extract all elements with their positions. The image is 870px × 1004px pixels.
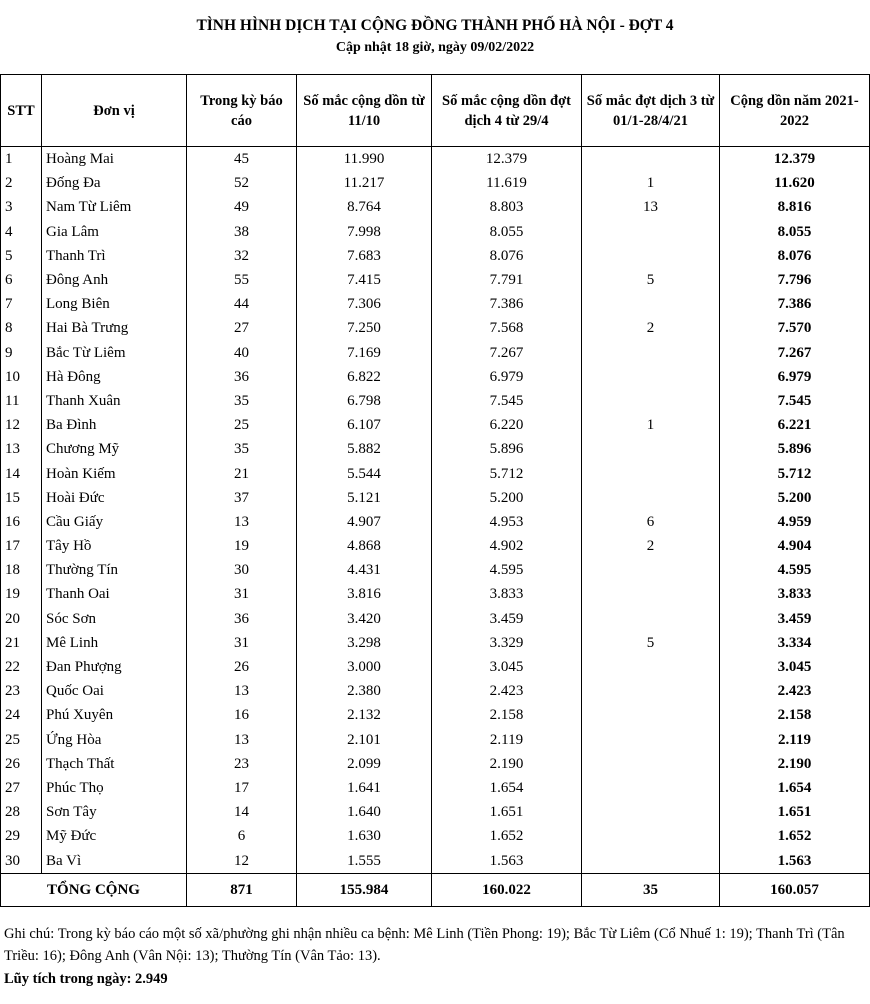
cell-total: 1.654 [720,776,870,800]
total-since-1110: 155.984 [297,873,432,906]
cell-period: 26 [187,655,297,679]
cell-wave4: 12.379 [432,147,582,172]
cell-total: 1.652 [720,824,870,848]
cell-stt: 22 [1,655,42,679]
cell-unit: Phúc Thọ [42,776,187,800]
cell-stt: 14 [1,461,42,485]
cell-unit: Đống Đa [42,171,187,195]
table-row [1,631,870,655]
cell-total: 3.833 [720,582,870,606]
cell-total: 7.386 [720,292,870,316]
cell-wave3 [582,558,720,582]
cell-stt: 21 [1,631,42,655]
cell-total: 3.334 [720,631,870,655]
cell-since-1110: 2.132 [297,703,432,727]
cell-wave3 [582,365,720,389]
cell-since-1110: 3.000 [297,655,432,679]
cell-wave3 [582,607,720,631]
cell-unit: Cầu Giấy [42,510,187,534]
cell-since-1110: 7.169 [297,341,432,365]
cell-unit: Hoàn Kiếm [42,461,187,485]
cell-wave4: 1.651 [432,800,582,824]
cell-wave4: 7.386 [432,292,582,316]
cell-period: 17 [187,776,297,800]
cell-wave4: 7.568 [432,316,582,340]
cell-wave4: 3.045 [432,655,582,679]
cell-stt: 7 [1,292,42,316]
cell-period: 55 [187,268,297,292]
table-row [1,244,870,268]
table-row [1,316,870,340]
cell-period: 52 [187,171,297,195]
cell-wave4: 7.267 [432,341,582,365]
cell-since-1110: 5.882 [297,437,432,461]
cell-unit: Mỹ Đức [42,824,187,848]
table-row [1,268,870,292]
cell-wave3 [582,147,720,172]
cell-stt: 28 [1,800,42,824]
cell-unit: Thường Tín [42,558,187,582]
cell-since-1110: 7.306 [297,292,432,316]
cell-unit: Đông Anh [42,268,187,292]
cell-total: 2.119 [720,728,870,752]
cell-stt: 26 [1,752,42,776]
cell-total: 7.570 [720,316,870,340]
table-row [1,848,870,873]
cell-stt: 25 [1,728,42,752]
table-row [1,341,870,365]
cell-since-1110: 4.868 [297,534,432,558]
table-row [1,461,870,485]
cell-stt: 29 [1,824,42,848]
cell-since-1110: 6.798 [297,389,432,413]
table-row [1,776,870,800]
cell-period: 31 [187,582,297,606]
cell-stt: 11 [1,389,42,413]
table-row [1,389,870,413]
cell-total: 5.896 [720,437,870,461]
header-since-1110: Số mắc cộng dồn từ 11/10 [297,75,432,147]
cell-since-1110: 2.101 [297,728,432,752]
cell-period: 27 [187,316,297,340]
cell-stt: 17 [1,534,42,558]
cumulative-today: Lũy tích trong ngày: 2.949 [4,971,168,987]
table-row [1,510,870,534]
cell-wave3 [582,752,720,776]
cell-period: 14 [187,800,297,824]
cell-wave3 [582,679,720,703]
table-row [1,800,870,824]
cell-stt: 23 [1,679,42,703]
table-row [1,679,870,703]
cell-since-1110: 4.907 [297,510,432,534]
cell-wave3 [582,582,720,606]
cell-since-1110: 1.555 [297,848,432,873]
cell-total: 12.379 [720,147,870,172]
cell-stt: 10 [1,365,42,389]
total-year: 160.057 [720,873,870,906]
cell-since-1110: 11.217 [297,171,432,195]
cell-since-1110: 3.816 [297,582,432,606]
table-row [1,147,870,172]
cell-total: 1.563 [720,848,870,873]
table-row [1,824,870,848]
cell-wave3: 5 [582,631,720,655]
cell-wave3 [582,244,720,268]
cell-total: 5.200 [720,486,870,510]
cell-period: 21 [187,461,297,485]
cell-wave3 [582,824,720,848]
table-row [1,220,870,244]
cell-stt: 3 [1,195,42,219]
cell-unit: Long Biên [42,292,187,316]
cell-unit: Hà Đông [42,365,187,389]
cell-unit: Ba Vì [42,848,187,873]
cell-since-1110: 3.420 [297,607,432,631]
total-wave4: 160.022 [432,873,582,906]
table-row [1,655,870,679]
cell-wave4: 1.563 [432,848,582,873]
cell-total: 7.796 [720,268,870,292]
cell-since-1110: 8.764 [297,195,432,219]
cell-wave4: 6.220 [432,413,582,437]
cell-since-1110: 1.641 [297,776,432,800]
report-title: TÌNH HÌNH DỊCH TẠI CỘNG ĐỒNG THÀNH PHỐ HÀ NỘI - ĐỢT 4 [196,17,674,34]
cell-stt: 20 [1,607,42,631]
cell-unit: Quốc Oai [42,679,187,703]
cell-since-1110: 1.640 [297,800,432,824]
cell-stt: 30 [1,848,42,873]
cell-wave4: 4.953 [432,510,582,534]
cell-wave3 [582,655,720,679]
cell-period: 36 [187,365,297,389]
header-period: Trong kỳ báo cáo [187,75,297,147]
cell-period: 23 [187,752,297,776]
cell-total: 4.904 [720,534,870,558]
cell-wave3 [582,486,720,510]
cell-period: 6 [187,824,297,848]
cell-wave3: 1 [582,171,720,195]
cell-stt: 2 [1,171,42,195]
cell-total: 3.459 [720,607,870,631]
cell-since-1110: 7.998 [297,220,432,244]
cell-unit: Ba Đình [42,413,187,437]
cell-period: 38 [187,220,297,244]
cell-total: 4.959 [720,510,870,534]
cell-wave3: 1 [582,413,720,437]
cell-wave4: 7.791 [432,268,582,292]
cell-wave3 [582,341,720,365]
cell-wave4: 8.803 [432,195,582,219]
table-row [1,728,870,752]
table-row [1,534,870,558]
cell-period: 40 [187,341,297,365]
cell-since-1110: 6.822 [297,365,432,389]
table-row [1,582,870,606]
cell-since-1110: 2.099 [297,752,432,776]
cell-wave3 [582,389,720,413]
cell-wave4: 4.595 [432,558,582,582]
cell-stt: 24 [1,703,42,727]
cell-period: 16 [187,703,297,727]
cell-unit: Chương Mỹ [42,437,187,461]
cell-wave3 [582,437,720,461]
total-label: TỔNG CỘNG [1,873,187,906]
cell-total: 4.595 [720,558,870,582]
cell-wave3 [582,848,720,873]
cell-period: 13 [187,679,297,703]
cell-since-1110: 2.380 [297,679,432,703]
cell-wave3: 2 [582,316,720,340]
table-row [1,171,870,195]
footnote: Ghi chú: Trong kỳ báo cáo một số xã/phường ghi nhận nhiều ca bệnh: Mê Linh (Tiền Phong: 19); Bắc Từ Liêm (Cổ Nhuế 1: 19); Thanh Trì (Tân Triều: 16); Đông Anh (Vân Nội: 13); Thường Tín (Vân Tảo: 13). [4,926,845,964]
cell-wave4: 2.423 [432,679,582,703]
cell-period: 35 [187,437,297,461]
cell-total: 8.076 [720,244,870,268]
cell-since-1110: 3.298 [297,631,432,655]
cell-unit: Hoàng Mai [42,147,187,172]
cell-wave3 [582,292,720,316]
cell-unit: Thanh Xuân [42,389,187,413]
cell-wave3 [582,800,720,824]
table-row [1,292,870,316]
cell-total: 1.651 [720,800,870,824]
cell-since-1110: 11.990 [297,147,432,172]
cell-wave4: 6.979 [432,365,582,389]
cell-since-1110: 6.107 [297,413,432,437]
cell-unit: Thanh Trì [42,244,187,268]
cell-wave4: 5.712 [432,461,582,485]
cell-wave3 [582,461,720,485]
cell-wave3: 13 [582,195,720,219]
cell-wave4: 1.654 [432,776,582,800]
cell-unit: Ứng Hòa [42,728,187,752]
cell-wave4: 8.076 [432,244,582,268]
cell-stt: 19 [1,582,42,606]
cell-wave3 [582,776,720,800]
cell-wave3: 5 [582,268,720,292]
cell-period: 19 [187,534,297,558]
cell-unit: Mê Linh [42,631,187,655]
cell-period: 37 [187,486,297,510]
total-row [1,873,870,906]
cell-wave3 [582,728,720,752]
cell-unit: Tây Hồ [42,534,187,558]
cell-unit: Thanh Oai [42,582,187,606]
table-row [1,437,870,461]
cell-period: 13 [187,510,297,534]
cell-wave4: 3.459 [432,607,582,631]
cell-stt: 12 [1,413,42,437]
cell-wave4: 2.190 [432,752,582,776]
cell-stt: 6 [1,268,42,292]
cell-unit: Gia Lâm [42,220,187,244]
cell-total: 7.267 [720,341,870,365]
cell-total: 8.816 [720,195,870,219]
cell-period: 25 [187,413,297,437]
cell-wave4: 3.833 [432,582,582,606]
cell-total: 6.221 [720,413,870,437]
cell-unit: Hoài Đức [42,486,187,510]
cell-total: 6.979 [720,365,870,389]
cell-total: 7.545 [720,389,870,413]
cell-wave4: 5.896 [432,437,582,461]
table-row [1,413,870,437]
cell-stt: 16 [1,510,42,534]
cell-total: 2.190 [720,752,870,776]
table-header-row [1,75,870,147]
cell-period: 32 [187,244,297,268]
cell-unit: Sóc Sơn [42,607,187,631]
cell-total: 3.045 [720,655,870,679]
cell-period: 44 [187,292,297,316]
total-period: 871 [187,873,297,906]
cell-period: 31 [187,631,297,655]
cell-unit: Đan Phượng [42,655,187,679]
cell-stt: 15 [1,486,42,510]
cell-unit: Hai Bà Trưng [42,316,187,340]
cell-wave4: 2.158 [432,703,582,727]
cell-total: 2.423 [720,679,870,703]
cell-total: 11.620 [720,171,870,195]
cell-period: 30 [187,558,297,582]
table-row [1,703,870,727]
cell-wave4: 7.545 [432,389,582,413]
cell-total: 2.158 [720,703,870,727]
cell-period: 13 [187,728,297,752]
cell-unit: Phú Xuyên [42,703,187,727]
cases-table [0,74,870,907]
cell-since-1110: 1.630 [297,824,432,848]
cell-since-1110: 5.544 [297,461,432,485]
cell-wave4: 3.329 [432,631,582,655]
cell-wave3: 2 [582,534,720,558]
cell-wave3 [582,703,720,727]
cell-stt: 8 [1,316,42,340]
header-total-year: Cộng dồn năm 2021-2022 [720,75,870,147]
total-wave3: 35 [582,873,720,906]
table-row [1,752,870,776]
cell-wave4: 5.200 [432,486,582,510]
report-subtitle: Cập nhật 18 giờ, ngày 09/02/2022 [335,40,535,55]
cell-unit: Nam Từ Liêm [42,195,187,219]
cell-unit: Thạch Thất [42,752,187,776]
cell-since-1110: 7.683 [297,244,432,268]
cell-stt: 27 [1,776,42,800]
cell-wave4: 2.119 [432,728,582,752]
cell-stt: 5 [1,244,42,268]
cell-period: 49 [187,195,297,219]
cell-since-1110: 7.250 [297,316,432,340]
cell-since-1110: 5.121 [297,486,432,510]
header-wave4: Số mắc cộng dồn đợt dịch 4 từ 29/4 [432,75,582,147]
cell-stt: 9 [1,341,42,365]
cell-wave4: 11.619 [432,171,582,195]
cell-period: 35 [187,389,297,413]
cell-stt: 1 [1,147,42,172]
cell-wave4: 1.652 [432,824,582,848]
table-row [1,365,870,389]
cell-unit: Bắc Từ Liêm [42,341,187,365]
cell-wave4: 8.055 [432,220,582,244]
table-row [1,558,870,582]
cell-total: 5.712 [720,461,870,485]
cell-wave4: 4.902 [432,534,582,558]
cell-period: 12 [187,848,297,873]
cell-wave3: 6 [582,510,720,534]
table-row [1,486,870,510]
cell-period: 45 [187,147,297,172]
cell-wave3 [582,220,720,244]
cell-since-1110: 4.431 [297,558,432,582]
cell-total: 8.055 [720,220,870,244]
cell-stt: 13 [1,437,42,461]
header-stt: STT [1,75,42,147]
cell-unit: Sơn Tây [42,800,187,824]
cell-stt: 18 [1,558,42,582]
header-unit: Đơn vị [42,75,187,147]
cell-since-1110: 7.415 [297,268,432,292]
header-wave3: Số mắc đợt dịch 3 từ 01/1-28/4/21 [582,75,720,147]
table-row [1,195,870,219]
cell-period: 36 [187,607,297,631]
table-row [1,607,870,631]
cell-stt: 4 [1,220,42,244]
